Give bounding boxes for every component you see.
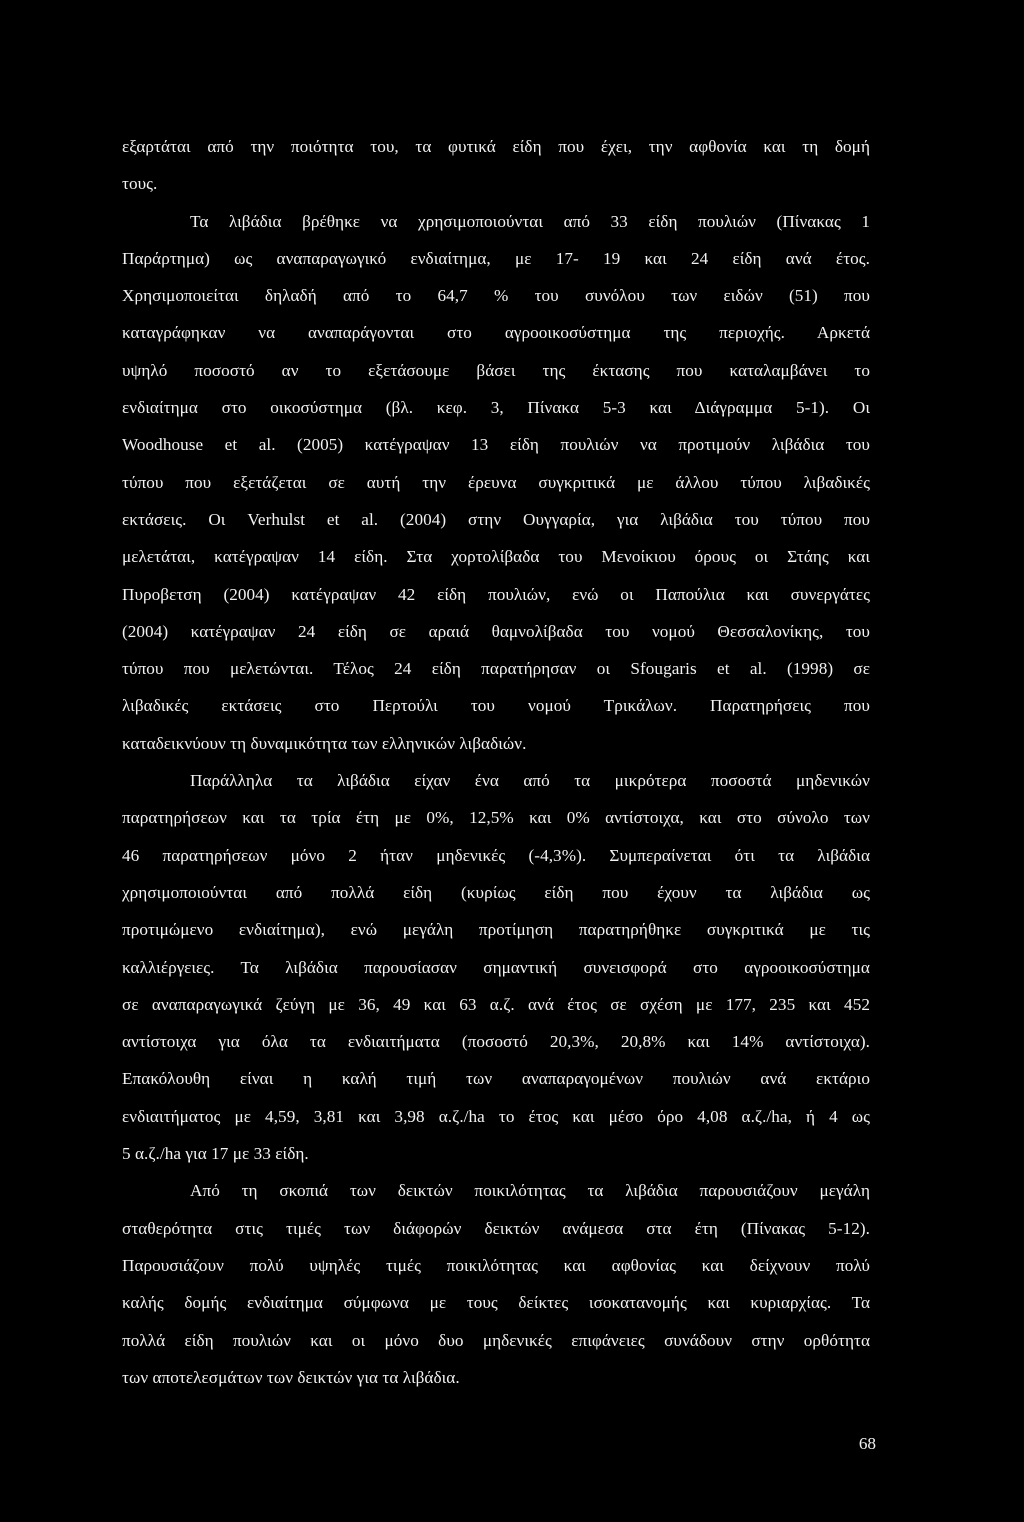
text-line: εξαρτάται από την ποιότητα του, τα φυτικά είδη που έχει, την αφθονία και τη δομή xyxy=(122,137,870,156)
body-text xyxy=(122,128,870,1396)
text-line: σταθερότητα στις τιμές των διάφορών δεικτών ανάμεσα στα έτη (Πίνακας 5-12). xyxy=(122,1218,870,1238)
text-line: πολλά είδη πουλιών και οι μόνο δυο μηδενικές επιφάνειες συνάδουν στην ορθότητα xyxy=(122,1330,870,1350)
text-line: Επακόλουθη είναι η καλή τιμή των αναπαραγομένων πουλιών ανά εκτάριο xyxy=(122,1069,870,1089)
text-line: προτιμώμενο ενδιαίτημα), ενώ μεγάλη προτίμηση παρατηρήθηκε συγκριτικά με τις xyxy=(122,920,870,940)
text-line: καταγράφηκαν να αναπαράγονται στο αγροοικοσύστημα της περιοχής. Αρκετά xyxy=(122,323,870,343)
text-line: Χρησιμοποιείται δηλαδή από το 64,7 % του συνόλου των ειδών (51) που xyxy=(122,286,870,306)
text-line: εκτάσεις. Οι Verhulst et al. (2004) στην Ουγγαρία, για λιβάδια του τύπου που xyxy=(122,509,870,529)
text-line: τύπου που εξετάζεται σε αυτή την έρευνα συγκριτικά με άλλου τύπου λιβαδικές xyxy=(122,472,870,492)
text-line: σε αναπαραγωγικά ζεύγη με 36, 49 και 63 α.ζ. ανά έτος σε σχέση με 177, 235 και 452 xyxy=(122,994,870,1014)
text-line: των αποτελεσμάτων των δεικτών για τα λιβάδια. xyxy=(122,1367,460,1387)
paragraph xyxy=(122,128,870,762)
paragraph xyxy=(122,1172,870,1396)
text-line: τους. xyxy=(122,174,158,194)
text-line: λιβαδικές εκτάσεις στο Περτούλι του νομού Τρικάλων. Παρατηρήσεις που xyxy=(122,696,870,716)
text-line: καταδεικνύουν τη δυναμικότητα των ελληνικών λιβαδιών. xyxy=(122,733,527,753)
text-line: Τα λιβάδια βρέθηκε να χρησιμοποιούνται από 33 είδη πουλιών (Πίνακας 1 xyxy=(190,211,870,231)
text-line: μελετάται, κατέγραψαν 14 είδη. Στα χορτολίβαδα του Μενοίκιου όρους οι Στάης και xyxy=(122,547,870,567)
text-line: αντίστοιχα για όλα τα ενδιαιτήματα (ποσοστό 20,3%, 20,8% και 14% αντίστοιχα). xyxy=(122,1032,870,1052)
text-line: Παρουσιάζουν πολύ υψηλές τιμές ποικιλότητας και αφθονίας και δείχνουν πολύ xyxy=(122,1255,870,1275)
text-line: Woodhouse et al. (2005) κατέγραψαν 13 είδη πουλιών να προτιμούν λιβάδια του xyxy=(122,435,870,455)
text-line: χρησιμοποιούνται από πολλά είδη (κυρίως είδη που έχουν τα λιβάδια ως xyxy=(122,882,870,902)
text-line: Παράλληλα τα λιβάδια είχαν ένα από τα μικρότερα ποσοστά μηδενικών xyxy=(190,771,870,791)
text-line: 46 παρατηρήσεων μόνο 2 ήταν μηδενικές (-4,3%). Συμπεραίνεται ότι τα λιβάδια xyxy=(122,845,870,865)
text-line: Από τη σκοπιά των δεικτών ποικιλότητας τα λιβάδια παρουσιάζουν μεγάλη xyxy=(190,1181,870,1201)
text-line: καλής δομής ενδιαίτημα σύμφωνα με τους δείκτες ισοκατανομής και κυριαρχίας. Τα xyxy=(122,1293,870,1313)
text-line: ενδιαίτημα στο οικοσύστημα (βλ. κεφ. 3, Πίνακα 5-3 και Διάγραμμα 5-1). Οι xyxy=(122,398,870,418)
text-line: παρατηρήσεων και τα τρία έτη με 0%, 12,5% και 0% αντίστοιχα, και στο σύνολο των xyxy=(122,808,870,828)
text-line: ενδιαιτήματος με 4,59, 3,81 και 3,98 α.ζ./ha το έτος και μέσο όρο 4,08 α.ζ./ha, ή 4 ως xyxy=(122,1106,870,1126)
text-line: (2004) κατέγραψαν 24 είδη σε αραιά θαμνολίβαδα του νομού Θεσσαλονίκης, του xyxy=(122,621,870,641)
text-line: τύπου που μελετώνται. Τέλος 24 είδη παρατήρησαν οι Sfougaris et al. (1998) σε xyxy=(122,659,870,679)
text-line: Πυροβετση (2004) κατέγραψαν 42 είδη πουλιών, ενώ οι Παπούλια και συνεργάτες xyxy=(122,584,870,604)
text-line: Παράρτημα) ως αναπαραγωγικό ενδιαίτημα, με 17- 19 και 24 είδη ανά έτος. xyxy=(122,248,870,268)
text-line: υψηλό ποσοστό αν το εξετάσουμε βάσει της έκτασης που καταλαμβάνει το xyxy=(122,360,870,380)
paragraph xyxy=(122,762,870,1172)
text-line: 5 α.ζ./ha για 17 με 33 είδη. xyxy=(122,1144,309,1164)
text-line: καλλιέργειες. Τα λιβάδια παρουσίασαν σημαντική συνεισφορά στο αγροοικοσύστημα xyxy=(122,957,870,977)
page-number: 68 xyxy=(858,1434,876,1453)
